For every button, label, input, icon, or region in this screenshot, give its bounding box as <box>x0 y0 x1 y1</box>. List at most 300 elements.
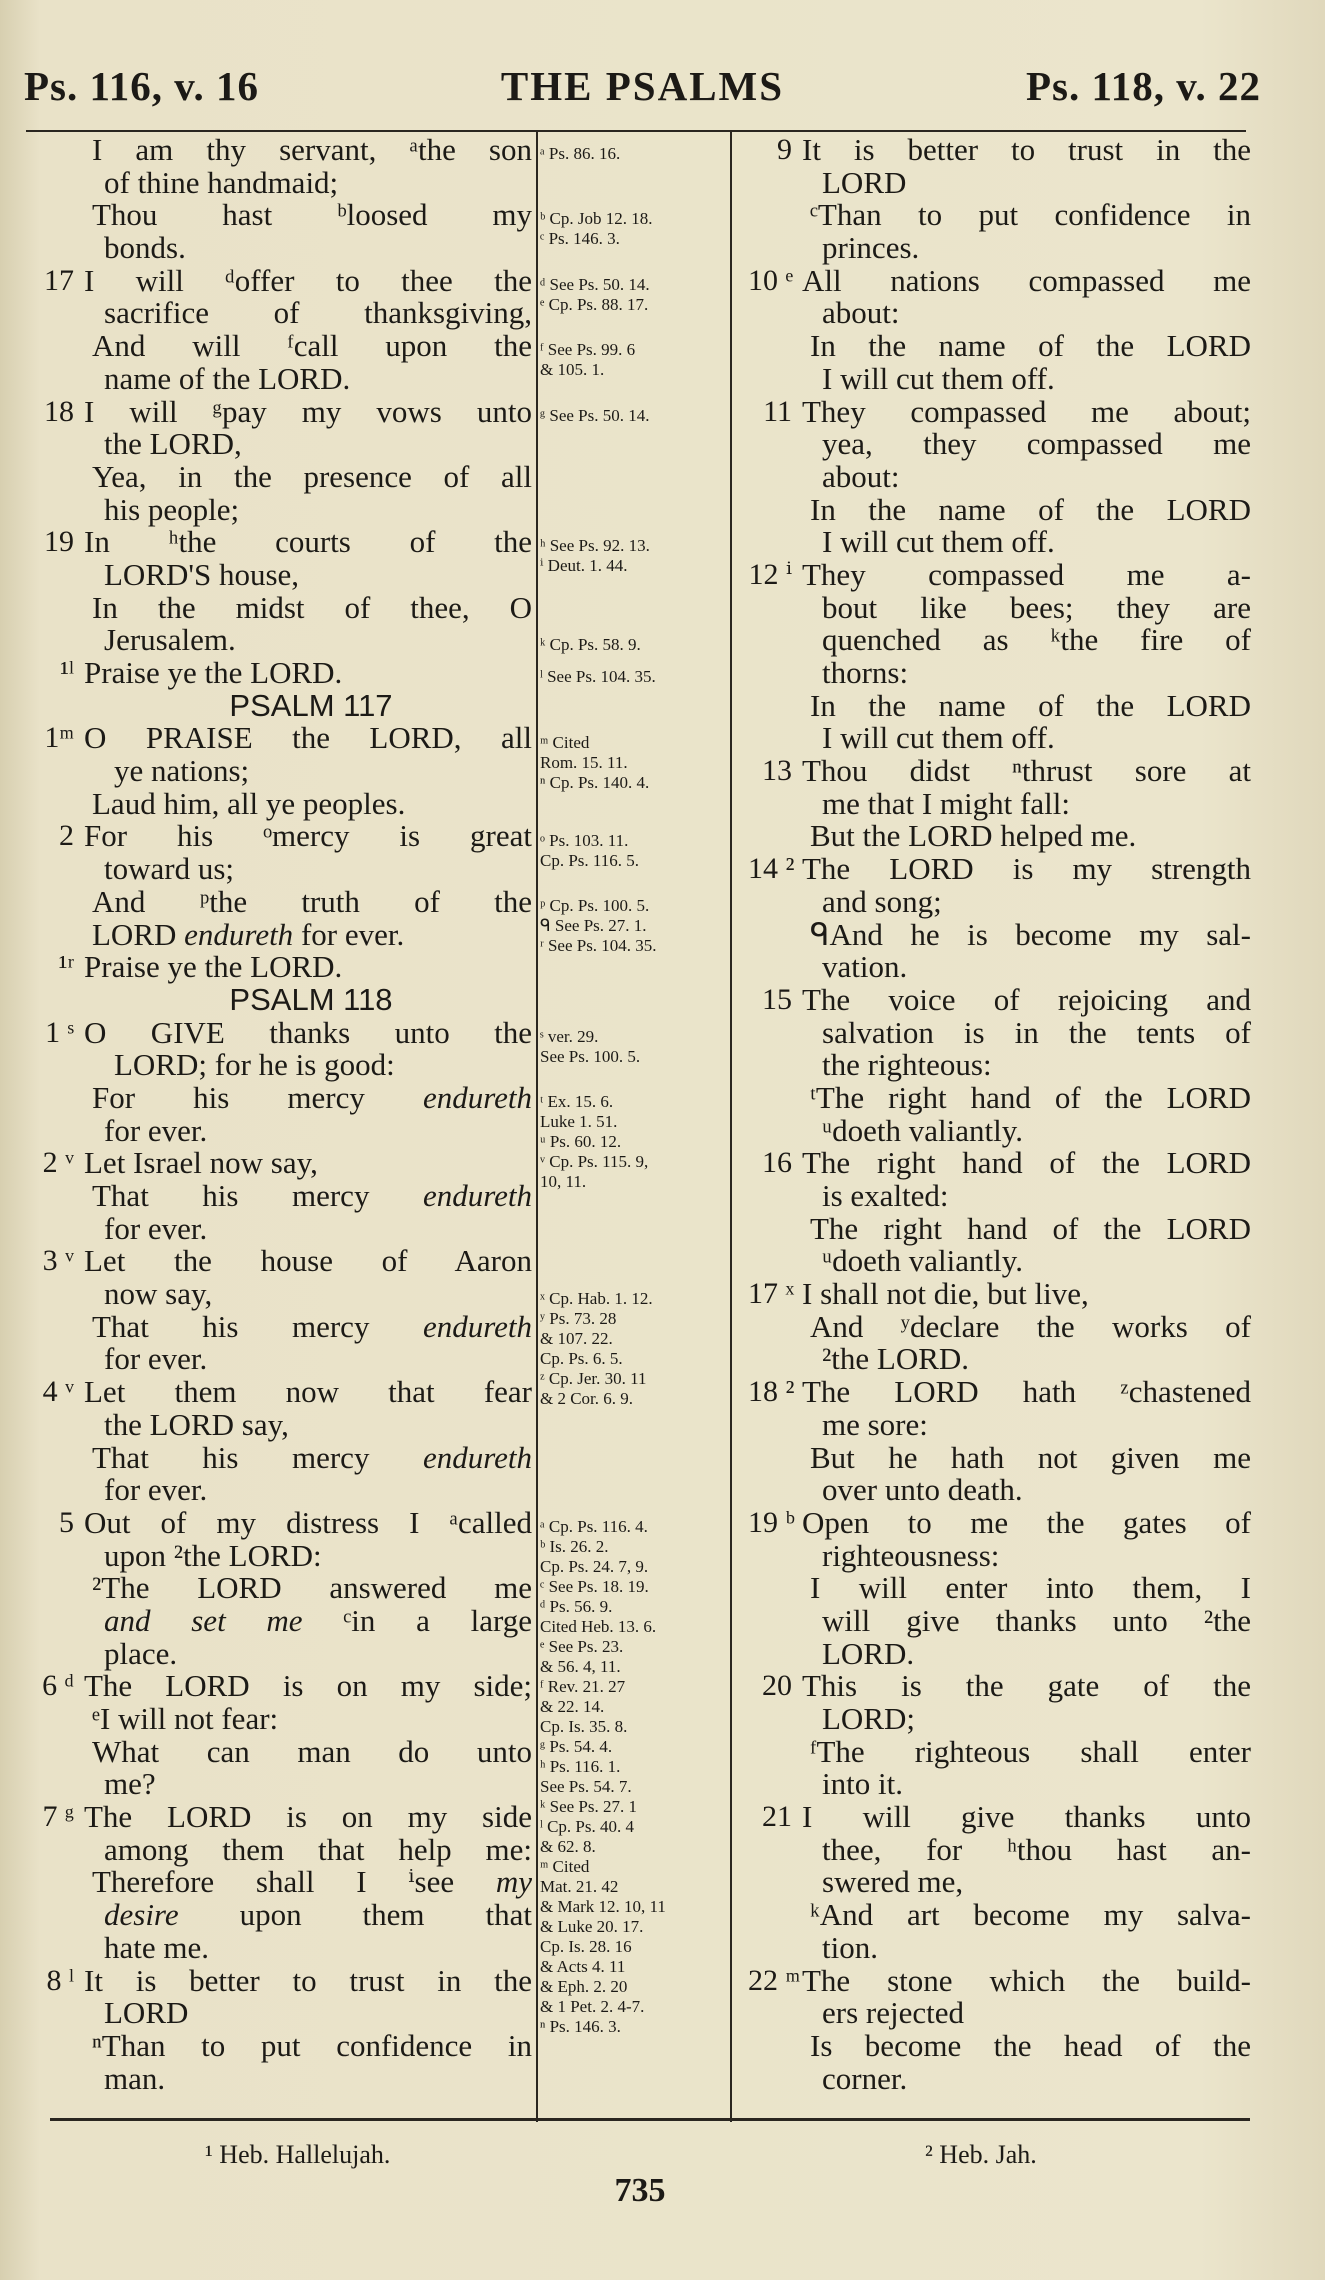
cross-reference: ᵏ Cp. Ps. 58. 9. <box>540 634 641 654</box>
verse-number: 8 ˡ <box>46 1963 74 1997</box>
verse-text: For his mercy endureth <box>92 1079 532 1115</box>
header-book-title: THE PSALMS <box>500 63 785 109</box>
verse-line <box>30 164 532 200</box>
cross-reference-group <box>540 733 649 793</box>
page-number: 735 <box>614 2172 666 2209</box>
verse-text: ers rejected <box>822 1995 964 2031</box>
left-text-column <box>30 134 532 2095</box>
verse-number: 4 ᵛ <box>42 1375 74 1409</box>
verse-line <box>748 2027 1251 2063</box>
verse-text: bonds. <box>104 230 186 266</box>
verse-line <box>748 589 1251 625</box>
verse-text: They compassed me about; <box>802 393 1251 429</box>
verse-line <box>748 883 1251 919</box>
verse-line <box>30 2060 532 2096</box>
verse-text: All nations compassed me <box>802 262 1251 298</box>
verse-number: 1 ˢ <box>45 1015 74 1049</box>
cross-reference: See Ps. 100. 5. <box>540 1046 641 1066</box>
verse-text: I shall not die, but live, <box>802 1276 1089 1312</box>
verse-line <box>748 1079 1251 1115</box>
verse-line <box>30 1899 532 1932</box>
verse-text: And ᵖthe truth of the <box>92 883 532 919</box>
verse-text: of thine handmaid; <box>104 164 339 200</box>
verse-line <box>30 951 532 984</box>
verse-line <box>748 1376 1251 1409</box>
verse-line <box>30 458 532 494</box>
verse-text: tion. <box>822 1929 878 1965</box>
verse-line <box>748 1014 1251 1050</box>
verse-text: The voice of rejoicing and <box>802 981 1251 1017</box>
verse-text: ᵘdoeth valiantly. <box>822 1112 1023 1148</box>
verse-text: now say, <box>104 1276 213 1312</box>
verse-text: I am thy servant, ᵃthe son <box>92 132 532 167</box>
verse-line <box>30 1439 532 1475</box>
verse-text: But he hath not given me <box>810 1439 1251 1475</box>
verse-text: Praise ye the LORD. <box>84 949 343 985</box>
verse-text: The LORD is on my side <box>84 1799 532 1835</box>
footnote-right: ² Heb. Jah. <box>925 2140 1037 2169</box>
footnote-left: ¹ Heb. Hallelujah. <box>205 2140 391 2169</box>
verse-line <box>748 556 1251 592</box>
verse-number: 12 ⁱ <box>748 557 792 591</box>
verse-text: Let them now that fear <box>84 1374 532 1410</box>
verse-text: Thou didst ⁿthrust sore at <box>802 753 1251 789</box>
verse-text: the LORD say, <box>104 1406 289 1442</box>
cross-reference: & Mark 12. 10, 11 <box>540 1897 666 1917</box>
verse-line <box>30 1376 532 1409</box>
cross-reference: & 2 Cor. 6. 9. <box>540 1388 634 1408</box>
cross-reference: ᵛ Cp. Ps. 115. 9, <box>540 1152 649 1172</box>
cross-reference: & 22. 14. <box>540 1697 605 1717</box>
verse-text: Open to me the gates of <box>802 1504 1251 1540</box>
cross-reference: Mat. 21. 42 <box>540 1877 619 1897</box>
verse-line <box>748 1899 1251 1932</box>
verse-text: corner. <box>822 2060 908 2096</box>
verse-line <box>748 262 1251 298</box>
cross-reference-group <box>540 340 635 380</box>
verse-text: The stone which the build- <box>802 1962 1251 1998</box>
column-divider-right <box>730 132 732 2122</box>
cross-reference: Rom. 15. 11. <box>540 752 628 772</box>
right-text-column <box>748 134 1251 2095</box>
verse-line <box>30 1308 532 1344</box>
verse-line <box>748 1866 1251 1899</box>
cross-reference: Cp. Is. 28. 16 <box>540 1937 632 1957</box>
verse-line <box>30 199 532 232</box>
verse-line <box>748 1112 1251 1148</box>
verse-line <box>748 1929 1251 1965</box>
verse-line <box>748 1572 1251 1605</box>
cross-reference: ˣ Cp. Hab. 1. 12. <box>540 1288 653 1308</box>
verse-number: ¹ʳ <box>58 950 74 984</box>
cross-reference: ʳ See Ps. 104. 35. <box>540 936 657 956</box>
cross-reference: ᵏ See Ps. 27. 1 <box>540 1797 637 1817</box>
verse-line <box>748 1997 1251 2030</box>
verse-number: 17 ˣ <box>748 1277 795 1311</box>
verse-text: for ever. <box>104 1112 208 1148</box>
verse-text: thee, for ʰthou hast an- <box>822 1831 1251 1867</box>
verse-text: Jerusalem. <box>104 622 236 658</box>
cross-reference: & 62. 8. <box>540 1837 596 1857</box>
verse-text: over unto death. <box>822 1472 1023 1508</box>
verse-line <box>30 262 532 298</box>
verse-text: yea, they compassed me <box>822 426 1251 462</box>
verse-text: But the LORD helped me. <box>810 818 1137 854</box>
cross-reference: ᵇ Is. 26. 2. <box>540 1537 609 1557</box>
verse-text: LORD; for he is good: <box>114 1047 395 1083</box>
cross-reference-group <box>540 1092 648 1192</box>
cross-reference: ᵍ See Ps. 50. 14. <box>540 405 650 425</box>
cross-reference: Cited Heb. 13. 6. <box>540 1617 657 1637</box>
verse-number: 6 ᵈ <box>42 1669 74 1703</box>
verse-line <box>748 951 1251 984</box>
verse-text: and song; <box>822 883 942 919</box>
verse-line <box>748 1474 1251 1507</box>
cross-reference: ʸ Ps. 73. 28 <box>540 1308 617 1328</box>
cross-reference: ᵉ Cp. Ps. 88. 17. <box>540 294 649 314</box>
verse-text: ⁿThan to put confidence in <box>92 2027 532 2063</box>
verse-text: I will cut them off. <box>822 524 1055 560</box>
verse-line <box>748 1733 1251 1769</box>
verse-line <box>748 232 1251 265</box>
cross-reference-group <box>540 1289 653 1409</box>
verse-line <box>748 1439 1251 1475</box>
verse-text: is exalted: <box>822 1178 949 1213</box>
cross-reference: ᶠ See Ps. 99. 6 <box>540 340 636 360</box>
verse-line <box>748 428 1251 461</box>
verse-text: Thou hast ᵇloosed my <box>92 197 532 233</box>
verse-line <box>748 1406 1251 1442</box>
cross-reference: ˢ ver. 29. <box>540 1026 599 1046</box>
verse-line <box>748 916 1251 952</box>
verse-text: ᶜThan to put confidence in <box>810 197 1251 233</box>
verse-number: 3 ᵛ <box>42 1244 74 1278</box>
cross-reference-group <box>540 831 639 871</box>
verse-text: In the name of the LORD <box>810 687 1251 723</box>
verse-text: Laud him, all ye peoples. <box>92 785 406 821</box>
verse-line <box>748 1831 1251 1867</box>
verse-number: 19 ᵇ <box>748 1505 795 1539</box>
verse-number: 19 <box>44 525 74 559</box>
verse-line <box>30 1635 532 1671</box>
verse-line <box>30 1180 532 1213</box>
verse-text: Praise ye the LORD. <box>84 655 343 690</box>
verse-text: and set me ᶜin a large <box>104 1602 532 1638</box>
verse-text: swered me, <box>822 1864 964 1900</box>
verse-text: This is the gate of the <box>802 1668 1251 1704</box>
verse-line <box>30 1929 532 1965</box>
verse-text: Yea, in the presence of all <box>92 458 532 494</box>
verse-text: Let Israel now say, <box>84 1145 318 1181</box>
verse-number: 17 <box>44 263 74 297</box>
cross-reference-group <box>540 896 657 956</box>
cross-reference-group <box>540 667 656 687</box>
verse-text: ᶠThe righteous shall enter <box>810 1733 1251 1769</box>
verse-line <box>748 820 1251 853</box>
verse-line <box>748 164 1251 200</box>
verse-line <box>748 785 1251 821</box>
verse-text: Let the house of Aaron <box>84 1243 532 1279</box>
verse-line <box>30 820 532 853</box>
verse-line <box>30 624 532 657</box>
verse-text: me? <box>104 1766 156 1802</box>
cross-reference: ᵐ Cited <box>540 732 590 752</box>
verse-line <box>30 1801 532 1834</box>
verse-line <box>748 1278 1251 1311</box>
cross-reference: ʰ Ps. 116. 1. <box>540 1757 621 1777</box>
verse-line <box>748 687 1251 723</box>
verse-text: name of the LORD. <box>104 360 351 396</box>
cross-reference: ᶜ See Ps. 18. 19. <box>540 1577 649 1597</box>
verse-text: In the name of the LORD <box>810 328 1251 364</box>
verse-text: The LORD is my strength <box>802 851 1251 887</box>
verse-line <box>30 916 532 952</box>
verse-text: sacrifice of thanksgiving, <box>104 295 532 331</box>
verse-number: 18 <box>44 394 74 428</box>
verse-text: LORD <box>104 1995 189 2031</box>
verse-line <box>748 1801 1251 1834</box>
verse-line <box>30 330 532 363</box>
verse-text: And will ᶠcall upon the <box>92 328 532 364</box>
verse-line <box>748 1504 1251 1540</box>
cross-reference: ⁿ Ps. 146. 3. <box>540 2017 621 2037</box>
verse-text: It is better to trust in the <box>802 132 1251 167</box>
verse-text: ᑫAnd he is become my sal- <box>810 916 1251 952</box>
cross-reference: & Eph. 2. 20 <box>540 1977 628 1997</box>
cross-reference: ᵃ Ps. 86. 16. <box>540 144 621 163</box>
cross-reference: ᵉ See Ps. 23. <box>540 1637 624 1657</box>
verse-line <box>748 853 1251 886</box>
verse-line <box>748 1180 1251 1213</box>
verse-text: LORD endureth for ever. <box>92 916 405 952</box>
verse-number: 5 <box>59 1505 74 1539</box>
verse-text: It is better to trust in the <box>84 1962 532 1998</box>
cross-reference-group <box>540 1027 640 1067</box>
verse-line <box>30 1572 532 1605</box>
cross-reference: Cp. Ps. 6. 5. <box>540 1348 623 1368</box>
verse-number: 15 <box>762 982 792 1016</box>
cross-reference: Cp. Ps. 116. 5. <box>540 850 640 870</box>
cross-reference: ⁱ Deut. 1. 44. <box>540 556 628 576</box>
verse-text: me sore: <box>822 1406 928 1442</box>
verse-text: Out of my distress I ᵃcalled <box>84 1504 532 1540</box>
verse-line <box>748 491 1251 527</box>
verse-line <box>748 1210 1251 1246</box>
verse-number: 1ᵐ <box>44 721 74 755</box>
verse-line <box>30 657 532 690</box>
verse-text: upon ²the LORD: <box>104 1537 322 1573</box>
verse-text: PSALM 118 <box>229 981 393 1017</box>
verse-line <box>30 722 532 755</box>
verse-line <box>30 1997 532 2030</box>
verse-text: ᵗThe right hand of the LORD <box>810 1079 1251 1115</box>
verse-text: salvation is in the tents of <box>822 1014 1251 1050</box>
verse-text: Therefore shall I ⁱsee my <box>92 1864 532 1900</box>
verse-text: In ʰthe courts of the <box>84 524 532 560</box>
verse-number: 7 ᵍ <box>42 1800 74 1834</box>
verse-number: 11 <box>763 394 792 428</box>
verse-line <box>30 1343 532 1376</box>
cross-reference-group <box>540 275 650 315</box>
verse-text: LORD'S house, <box>104 556 300 592</box>
verse-line <box>30 491 532 527</box>
verse-line <box>748 2060 1251 2096</box>
cross-reference-group <box>540 209 652 249</box>
verse-text: ye nations; <box>114 753 250 789</box>
verse-line <box>30 1014 532 1050</box>
cross-reference: 10, 11. <box>540 1172 587 1192</box>
verse-line <box>748 393 1251 429</box>
verse-text: What can man do unto <box>92 1733 532 1769</box>
verse-text: I will ᵍpay my vows unto <box>84 393 532 429</box>
verse-text: That his mercy endureth <box>92 1439 532 1475</box>
cross-reference: Cp. Is. 35. 8. <box>540 1717 628 1737</box>
verse-text: The right hand of the LORD <box>802 1145 1251 1181</box>
verse-text: I will cut them off. <box>822 360 1055 396</box>
verse-line <box>30 428 532 461</box>
verse-line <box>30 1866 532 1899</box>
running-header <box>24 62 1261 122</box>
cross-reference: ˡ See Ps. 104. 35. <box>540 667 656 687</box>
verse-text: about: <box>822 295 900 331</box>
verse-text: vation. <box>822 949 908 985</box>
cross-reference: ᵘ Ps. 60. 12. <box>540 1132 622 1152</box>
cross-reference: & 107. 22. <box>540 1328 613 1348</box>
verse-text: place. <box>104 1635 178 1671</box>
verse-line <box>30 1831 532 1867</box>
verse-number: 14 ² <box>748 852 795 886</box>
cross-reference: Luke 1. 51. <box>540 1112 618 1132</box>
verse-line <box>30 1537 532 1573</box>
verse-line <box>748 1537 1251 1573</box>
verse-line <box>30 1147 532 1180</box>
verse-line <box>748 1670 1251 1703</box>
verse-number: 18 ² <box>748 1375 795 1409</box>
verse-text: O PRAISE the LORD, all <box>84 720 532 756</box>
verse-line <box>30 393 532 429</box>
verse-text: That his mercy endureth <box>92 1178 532 1213</box>
cross-reference: ᵖ Cp. Ps. 100. 5. <box>540 896 650 916</box>
verse-text: into it. <box>822 1766 903 1802</box>
verse-line <box>30 785 532 821</box>
verse-text: That his mercy endureth <box>92 1308 532 1344</box>
verse-line <box>30 297 532 330</box>
verse-text: quenched as ᵏthe fire of <box>822 622 1251 658</box>
verse-text: LORD <box>822 164 907 200</box>
verse-line <box>30 360 532 396</box>
verse-line <box>30 2027 532 2063</box>
verse-line <box>30 1670 532 1703</box>
verse-line <box>30 526 532 559</box>
verse-number: 2 <box>59 819 74 853</box>
cross-reference: ᵗ Ex. 15. 6. <box>540 1092 614 1112</box>
verse-line <box>748 722 1251 755</box>
cross-reference: ᶻ Cp. Jer. 30. 11 <box>540 1368 647 1388</box>
verse-line <box>30 1210 532 1246</box>
verse-line <box>748 1343 1251 1376</box>
verse-line <box>30 589 532 625</box>
verse-text: Is become the head of the <box>810 2027 1251 2063</box>
verse-number: 22 ᵐ <box>748 1963 801 1997</box>
verse-line <box>748 458 1251 494</box>
verse-text: ᵘdoeth valiantly. <box>822 1243 1023 1279</box>
verse-text: The right hand of the LORD <box>810 1210 1251 1246</box>
cross-reference-group <box>540 406 649 426</box>
verse-text: LORD. <box>822 1635 915 1671</box>
verse-text: for ever. <box>104 1341 208 1377</box>
verse-text: ²The LORD answered me <box>92 1570 532 1606</box>
verse-text: PSALM 117 <box>229 687 393 723</box>
verse-text: The LORD is on my side; <box>84 1668 532 1704</box>
verse-line <box>30 1733 532 1769</box>
cross-reference: ʰ See Ps. 92. 13. <box>540 536 650 556</box>
verse-line <box>748 297 1251 330</box>
verse-text: about: <box>822 458 900 494</box>
verse-line <box>748 755 1251 788</box>
verse-line <box>748 1703 1251 1736</box>
verse-line <box>30 232 532 265</box>
verse-line <box>30 134 532 167</box>
cross-reference: ᑫ See Ps. 27. 1. <box>540 916 647 936</box>
verse-text: And ʸdeclare the works of <box>810 1308 1251 1344</box>
verse-line <box>30 1602 532 1638</box>
verse-line <box>30 1049 532 1082</box>
verse-text: ²the LORD. <box>822 1341 970 1377</box>
verse-line <box>30 1278 532 1311</box>
verse-line <box>30 1703 532 1736</box>
verse-text: I will ᵈoffer to thee the <box>84 262 532 298</box>
verse-line <box>30 883 532 919</box>
verse-line <box>30 1474 532 1507</box>
verse-line <box>748 1049 1251 1082</box>
cross-reference: & 105. 1. <box>540 360 605 380</box>
verse-line <box>30 556 532 592</box>
verse-text: for ever. <box>104 1210 208 1246</box>
cross-reference-group <box>540 635 641 655</box>
verse-line <box>748 199 1251 232</box>
cross-reference: ᶠ Rev. 21. 27 <box>540 1677 626 1697</box>
verse-text: In the midst of thee, O <box>92 589 532 625</box>
verse-text: I will give thanks unto <box>802 1799 1251 1835</box>
cross-reference: & Acts 4. 11 <box>540 1957 626 1977</box>
verse-text: ᵉI will not fear: <box>92 1701 279 1736</box>
verse-text: man. <box>104 2060 166 2096</box>
verse-text: O GIVE thanks unto the <box>84 1014 532 1050</box>
cross-reference-group <box>540 144 620 164</box>
verse-text: I will cut them off. <box>822 720 1055 756</box>
verse-line <box>748 1602 1251 1638</box>
cross-reference: ᵒ Ps. 103. 11. <box>540 830 629 850</box>
cross-reference: See Ps. 54. 7. <box>540 1777 632 1797</box>
verse-text: me that I might fall: <box>822 785 1070 821</box>
verse-text: hate me. <box>104 1929 210 1965</box>
verse-text: righteousness: <box>822 1537 1000 1573</box>
verse-text: the LORD, <box>104 426 242 462</box>
cross-reference-group <box>540 1517 666 2037</box>
verse-line <box>30 1245 532 1278</box>
verse-line <box>748 1308 1251 1344</box>
verse-text: for ever. <box>104 1472 208 1508</box>
verse-text: They compassed me a- <box>802 556 1251 592</box>
verse-text: toward us; <box>104 851 235 887</box>
verse-line <box>30 853 532 886</box>
footer-rule <box>50 2118 1250 2121</box>
cross-reference: ᵐ Cited <box>540 1857 590 1877</box>
verse-text: desire upon them that <box>104 1897 532 1933</box>
verse-text: LORD; <box>822 1701 915 1736</box>
verse-number: 10 ᵉ <box>748 263 794 297</box>
verse-line <box>748 526 1251 559</box>
